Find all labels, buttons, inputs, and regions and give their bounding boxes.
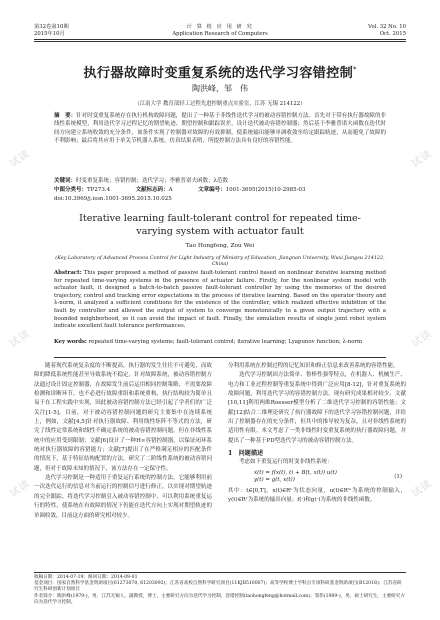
article-number: 1001-3695(2015)10-2985-03 — [225, 187, 306, 193]
keywords-cn-label: 关键词： — [54, 178, 77, 184]
watermark: 试读 — [7, 148, 33, 170]
authors-cn: 陶洪峰，邹 伟 — [192, 84, 248, 93]
volume-en: Vol. 32 No. 10 — [368, 24, 406, 30]
watermark: 试读 — [7, 478, 33, 500]
equation-number: (1) — [394, 473, 402, 480]
document-code: A — [168, 187, 173, 193]
abstract-en-text: This paper proposed a method of passive fault-tolerant control based on nonlinear iterative learning method for repeated time-varying systems in the presence of actuator failure. Firstly, for the nonlinear system model with actuator fault, it designed a batch-to-batch passive fault-tolerant controller by using the memories of the desired trajectory, control and tracking error expectations in the process of iterative learning. Based on the operator theory and λ-norm, it analyzed a sufficient conditions for the existence of the controller, which realized effective inhibition of the fault by controller and allowed the output of system to converge monotonically to a given output trajectory with a bounded neighborhood, so it can avoid the impact of fault. Finally, the simulation results of single joint robot system indicate excellent fault tolerance performances. — [54, 270, 386, 330]
keywords-en-label: Key words: — [54, 339, 87, 345]
keywords-en — [54, 339, 386, 347]
journal-name-en: Application Research of Computers — [172, 30, 268, 37]
header-right — [368, 24, 406, 37]
journal-name-cn: 计 算 机 应 用 研 究 — [186, 24, 254, 30]
section-heading: 1 问题描述 — [228, 450, 264, 458]
keywords-cn — [54, 177, 386, 185]
date-en: Oct. 2015 — [379, 30, 406, 37]
authors-en: Tao Hongfeng, Zou Wei — [185, 243, 255, 249]
watermark: 试读 — [7, 328, 33, 350]
section-intro: 考虑如下重复运行的时变非线性系统： — [239, 459, 333, 466]
fund-info: 基金项目：国家自然科学基金资助项目(61273070, 61203092)；江苏省高校自然科学研究项目(11KJB510007)；高等学校博士学科点专项科研基金资助项目(B12018)；江苏省研究生科研创新计划项目 — [34, 581, 402, 593]
abstract-cn-label: 摘 要： — [54, 113, 77, 119]
equation-description: 其中：t∈[0,T]，x(t)∈Rⁿ为状态向量，u(t)∈Rᵐ为系统的控制输入，y(t)∈Rʳ为系统的输出向量；f(·)和g(·)为系统的非线性函数。 — [228, 487, 406, 504]
received-date: 收稿日期：2014-07-19；修回日期：2014-09-01 — [34, 575, 138, 580]
watermark: 试读 — [409, 148, 435, 170]
abstract-cn-text: 针对时变重复系统存在执行机构故障问题，提出了一种基于非线性迭代学习的被动容错控制方法。首先对于带有执行器故障的非线性系统模型，利用迭代学习过程记忆的期望轨迹、期望控制和跟踪误差，设计迭代被动容错控制器；然后基于李雅普诺夫函数在迭代时间方向建立系统收敛的充分条件，该条件实现了控制器对故障的有效抑制，使系统输出能够单调收敛至给定跟踪轨迹，从而避免了故障的不利影响；最后将其应用于单关节机器人系统。仿真结果表明，所提控制方法具有良好的容错性能。 — [54, 113, 386, 145]
paper-title-en: Iterative learning fault-tolerant control for repeated time-varying system with actuator fault — [79, 213, 361, 237]
footnote — [34, 575, 406, 606]
title-footnote-mark: * — [353, 66, 357, 74]
body-paragraph: 随着现代系统复杂度的不断提高，执行器的发生往往不可避免，而故障的降低系统性能甚至导致系统不稳定。针对故障系统，被动容错控制方法通过设计固定控制器，在故障发生前后运用相同控制策略，不需要故障检测和诊断环节，也不必进行故障重组和系统重构，执行结构较为简单且易于在工程实践中实现，因此被动容错控制方法已经引起了学者们的广泛关注[1-5]。目前，对于被动容错控制问题的研究主要集中在连续系统上，例如，文献[4,5]针对执行器故障、利用线性矩阵不等式的方法，研究了线性定常系统和线性不确定系统的被动容错控制问题，但在非线性系统中的应用受到限制；文献[6]设计了一种H∞容错控制器，以保证闭环系统对执行器故障的容错能力；文献[7]提出了在严格满足相应的匹配条件的情况下，基于特征结构配置的方法，研究了二阶线性系统的被动容错问题，但对于故障未知的情况下，该方法存在一定保守性。 — [34, 363, 212, 472]
volume-issue: 第32卷第10期 — [34, 24, 69, 30]
footnote-rule — [34, 572, 406, 573]
classification-line: 中图分类号：TP273.4 文献标志码：A 文章编号：1001-3695(2015)10-2985-03 — [54, 187, 306, 193]
doi-line: doi:10.3969/j.issn.1001-3695.2015.10.025 — [54, 196, 172, 202]
affiliation-en: (Key Laboratory of Advanced Process Control for Light Industry of Ministry of Education, Jiangnan University, Wuxi Jiangsu 214122, China) — [55, 255, 385, 268]
issue-date: 2015年10月 — [34, 30, 65, 37]
clc-number: TP273.4 — [87, 187, 111, 193]
author-bio: 作者简介：陶洪峰(1979-)，男，江苏无锡人，副教授，博士，主要研究方向为迭代学习控制、容错控制(taohongfeng@hotmail.com)；邹伟(1989-)，男，硕士研究生，主要研究方向为迭代学习控制。 — [34, 593, 405, 605]
header-rule — [34, 39, 406, 40]
body-right-column — [228, 362, 406, 568]
body-paragraph: 迭代学习控制是一种适用于重复运行系统的控制方法，它能够利用前一次迭代运行的信息对当前运行的控制信号进行修正，以实现对期望轨迹的完全跟踪。将迭代学习控制引入被动容错控制中，可以利用系统重复运行的特性，使系统在有故障的情况下仍能在迭代方向上实现对期望轨迹的单调收敛，目前这方面的研究相对较少。 — [34, 475, 212, 519]
body-paragraph: 迭代学习控制因方法简单、鲁棒性强等特点，在机器人、机械生产、电力和工业过程控制等重复系统中得到广泛应用[8-12]，针对重复系统的故障问题，利用迭代学习的容错控制方法，现有研究成果相对较少。文献[10,11]利用两维Roesser模型分析了二维迭代学习控制的容错性能；文献[12]结合二维理论研究了执行器故障下的迭代学习容错控制问题，并给出了控制器存在的充分条件，但其中的推导较为复杂，且对非线性系统的适用性有限。本文考虑了一类非线性时变重复系统的执行器故障问题，并提出了一种基于PD型迭代学习的被动容错控制方法。 — [228, 372, 406, 444]
body-left-column — [34, 362, 212, 568]
keywords-en-text: repeated time-varying systems; fault-tolerant control; iterative learning; Lyapunov function; λ-norm — [88, 339, 363, 345]
watermark: 试读 — [409, 328, 435, 350]
equation-line: y(t) = g(t, x(t)) — [254, 477, 295, 484]
header-center — [120, 24, 320, 37]
keywords-cn-text: 时变重复系统；容错控制；迭代学习；李雅普诺夫函数；λ范数 — [76, 178, 229, 184]
abstract-cn — [54, 112, 386, 146]
abstract-en — [54, 270, 386, 331]
equation-line: ẋ(t) = f(x(t), t) + B(t, x(t)) u(t) — [254, 469, 337, 476]
body-paragraph: 分利用系统在控制过程的记忆知识和修正信息来改善系统的容错性能。 — [228, 363, 399, 369]
abstract-en-label: Abstract: — [54, 270, 82, 276]
header-left — [34, 24, 69, 37]
equation-1 — [254, 470, 406, 485]
paper-title-cn: 执行器故障时变重复系统的迭代学习容错控制* — [83, 66, 357, 81]
watermark: 试读 — [409, 478, 435, 500]
affiliation-cn: （江南大学 教育部轻工过程先进控制重点实验室，江苏 无锡 214122） — [134, 101, 306, 107]
header-rule-thin — [34, 41, 406, 42]
section-divider — [54, 357, 386, 358]
